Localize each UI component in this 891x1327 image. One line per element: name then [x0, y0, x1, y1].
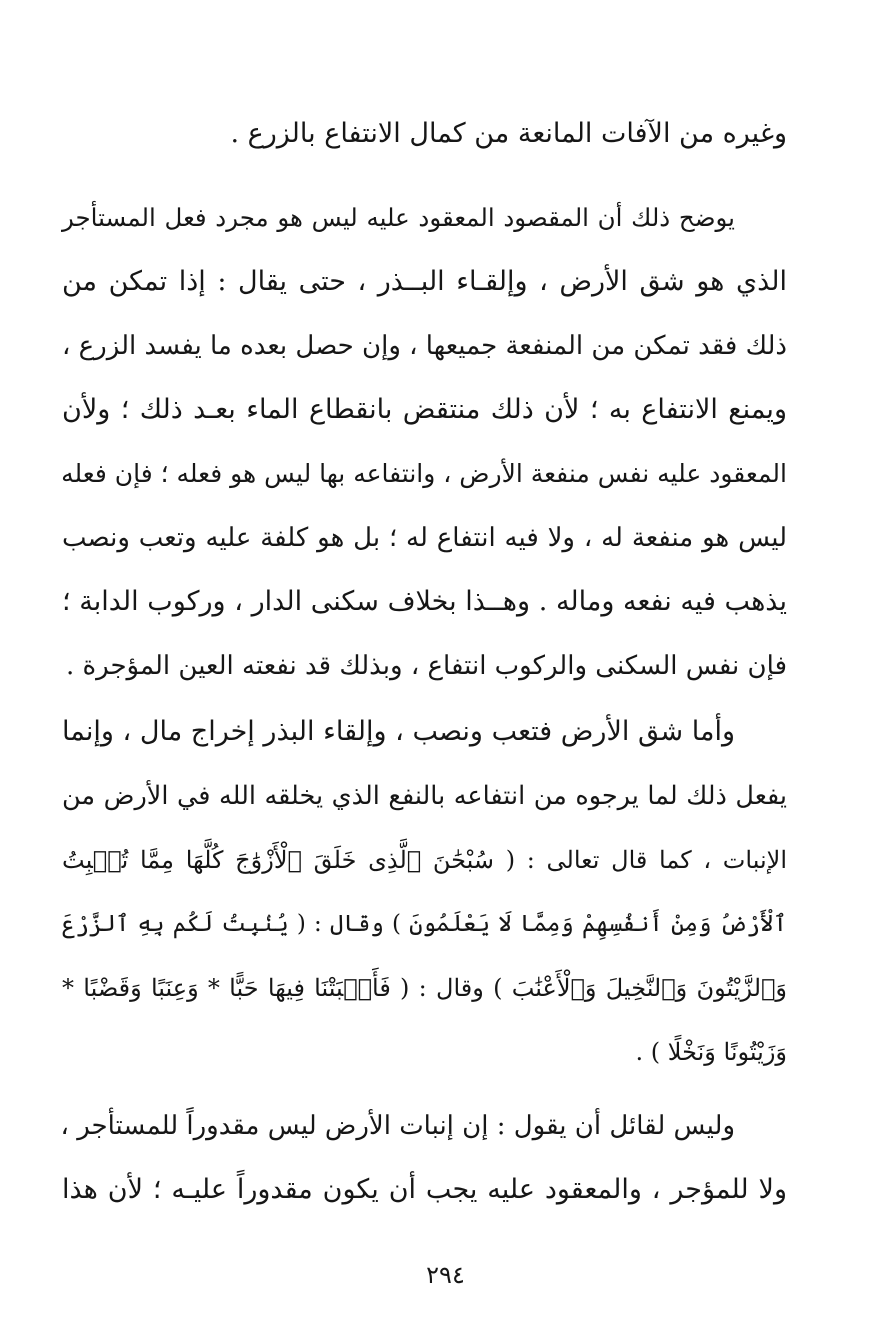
paragraph-quran-verses: [62, 700, 787, 1084]
text-line: وليس لقائل أن يقول : إن إنبات الأرض ليس مقدوراً للمستأجر ،: [60, 1111, 735, 1141]
verse-line: وَزَيْتُونًا وَنَخْلًا ) .: [635, 1038, 787, 1066]
text-line: ويمنع الانتفاع به ؛ لأن ذلك منتقض بانقطاع الماء بعـد ذلك ؛ ولأن: [62, 394, 787, 425]
text-line: فإن نفس السكنى والركوب انتفاع ، وبذلك قد نفعته العين المؤجرة .: [65, 651, 787, 681]
text-line: وغيره من الآفات المانعة من كمال الانتفاع بالزرع .: [230, 118, 787, 149]
text-line: يذهب فيه نفعه وماله . وهــذا بخلاف سكنى الدار ، وركوب الدابة ؛: [62, 586, 787, 617]
text-line: المعقود عليه نفس منفعة الأرض ، وانتفاعه بها ليس هو فعله ؛ فإن فعله: [61, 459, 787, 488]
text-line: ذلك فقد تمكن من المنفعة جميعها ، وإن حصل بعده ما يفسد الزرع ،: [62, 331, 787, 361]
text-line: وأما شق الأرض فتعب ونصب ، وإلقاء البذر إخراج مال ، وإنما: [62, 716, 735, 747]
paragraph-explanation: [62, 186, 787, 698]
paragraph-continuation: [62, 102, 787, 166]
verse-line: ٱلْأَرْضُ وَمِنْ أَنفُسِهِمْ وَمِمَّا لَا يَعْلَمُونَ ) وقال : ( يُنۢبِتُ لَكُم بِهِ ٱلزَّرْعَ: [62, 911, 787, 937]
text-line: يفعل ذلك لما يرجوه من انتفاعه بالنفع الذي يخلقه الله في الأرض من: [62, 781, 787, 811]
paragraph-objection: [62, 1094, 787, 1222]
text-line: الذي هو شق الأرض ، وإلقـاء البــذر ، حتى يقال : إذا تمكن من: [62, 266, 787, 297]
text-line: يوضح ذلك أن المقصود المعقود عليه ليس هو مجرد فعل المستأجر: [62, 203, 735, 232]
page-number: ٢٩٤: [426, 1261, 465, 1289]
verse-line: الإنبات ، كما قال تعالى : ( سُبْحَٰنَ ٱلَّذِى خَلَقَ ٱلْأَزْوَٰجَ كُلَّهَا مِمَّا تُنۢبِتُ: [62, 846, 787, 874]
text-line: ليس هو منفعة له ، ولا فيه انتفاع له ؛ بل هو كلفة عليه وتعب ونصب: [62, 523, 787, 553]
text-line: ولا للمؤجر ، والمعقود عليه يجب أن يكون مقدوراً عليـه ؛ لأن هذا: [62, 1174, 787, 1205]
verse-line: وَٱلزَّيْتُونَ وَٱلنَّخِيلَ وَٱلْأَعْنَٰبَ ) وقال : ( فَأَنۢبَتْنَا فِيهَا حَبًّا * وَعِنَبًا وَقَضْبًا *: [62, 974, 787, 1002]
